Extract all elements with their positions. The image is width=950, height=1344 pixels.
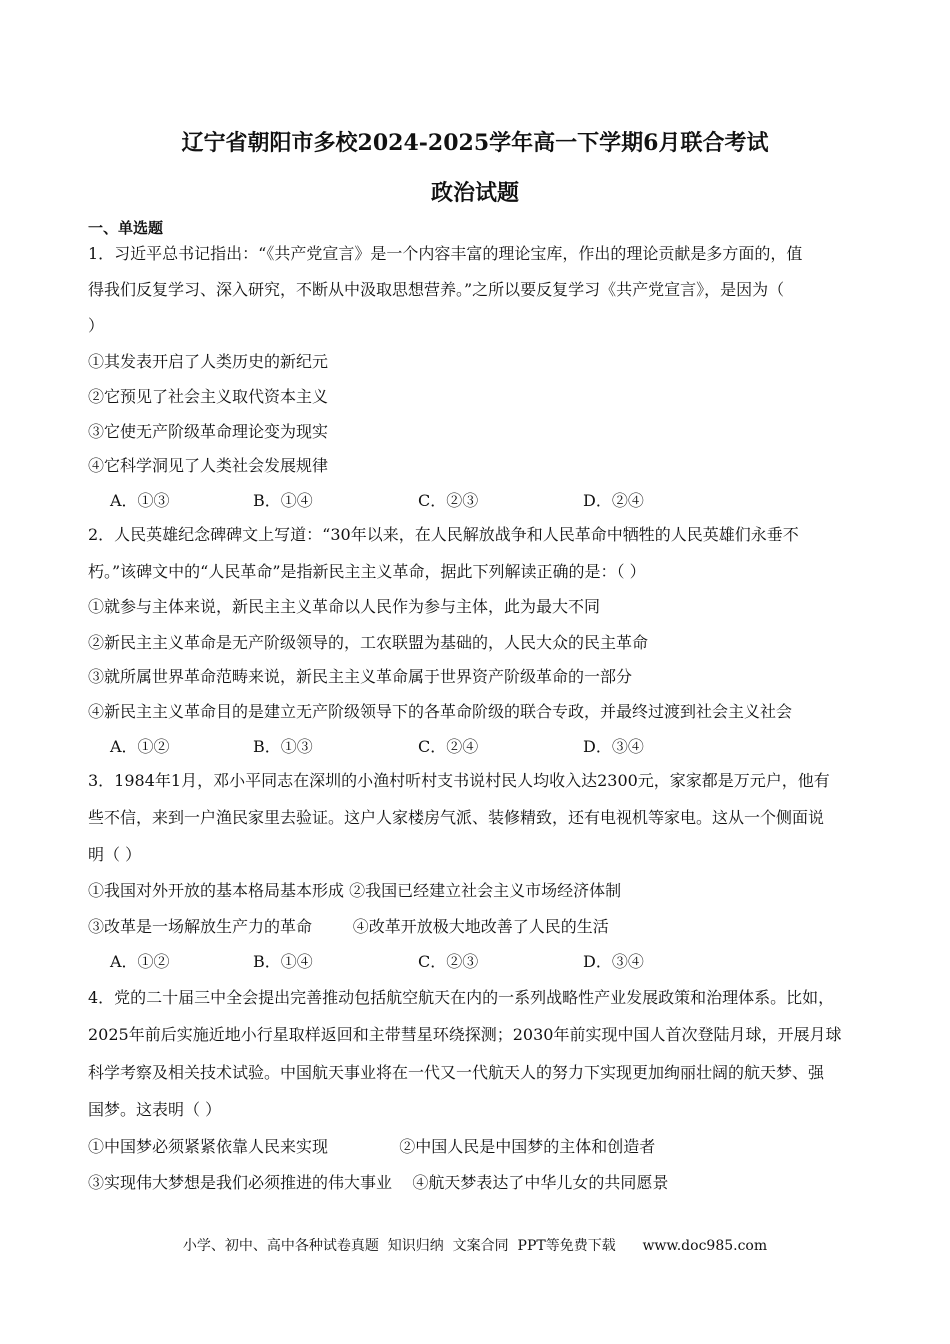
- question-2-option-c: C．②④: [418, 737, 479, 756]
- section-heading: 一、单选题: [88, 219, 164, 237]
- question-2-option-b: B．①③: [253, 737, 313, 756]
- exam-subtitle: 政治试题: [430, 180, 519, 206]
- question-4-statement: ①中国梦必须紧紧依靠人民来实现 ②中国人民是中国梦的主体和创造者: [88, 1137, 656, 1156]
- question-4-line: 科学考察及相关技术试验。中国航天事业将在一代又一代航天人的努力下实现更加绚丽壮阔的航天梦、强: [88, 1063, 825, 1082]
- question-3-line: 明（ ）: [88, 845, 142, 864]
- question-2-statement: ④新民主主义革命目的是建立无产阶级领导下的各革命阶级的联合专政，并最终过渡到社会主义社会: [88, 702, 793, 721]
- question-1-option-c: C．②③: [418, 491, 479, 510]
- question-1-option-a: A．①③: [110, 491, 170, 510]
- question-3-line: 3．1984年1月，邓小平同志在深圳的小渔村听村支书说村民人均收入达2300元，家家都是万元户，他有: [88, 771, 830, 790]
- question-1-statement: ③它使无产阶级革命理论变为现实: [88, 422, 329, 441]
- page-footer: 小学、初中、高中各种试卷真题 知识归纳 文案合同 PPT等免费下载 www.doc985.com: [182, 1238, 768, 1254]
- question-2-statement: ①就参与主体来说，新民主主义革命以人民作为参与主体，此为最大不同: [88, 597, 601, 616]
- question-1-statement: ④它科学洞见了人类社会发展规律: [88, 456, 329, 475]
- question-3-statement: ①我国对外开放的基本格局基本形成 ②我国已经建立社会主义市场经济体制: [88, 881, 622, 900]
- question-4-line: 2025年前后实施近地小行星取样返回和主带彗星环绕探测；2030年前实现中国人首次登陆月球，开展月球: [88, 1025, 842, 1044]
- question-3-option-d: D．③④: [583, 952, 644, 971]
- question-3-option-c: C．②③: [418, 952, 479, 971]
- question-2-option-d: D．③④: [583, 737, 644, 756]
- question-2-line: 朽。”该碑文中的“人民革命”是指新民主主义革命，据此下列解读正确的是：（ ）: [88, 562, 646, 581]
- question-1-option-b: B．①④: [253, 491, 313, 510]
- question-1-statement: ②它预见了社会主义取代资本主义: [88, 387, 329, 406]
- question-4-line: 4．党的二十届三中全会提出完善推动包括航空航天在内的一系列战略性产业发展政策和治理体系。比如，: [88, 988, 835, 1007]
- question-3-line: 些不信，来到一户渔民家里去验证。这户人家楼房气派、装修精致，还有电视机等家电。这从一个侧面说: [88, 808, 825, 827]
- question-2-option-a: A．①②: [110, 737, 170, 756]
- question-4-line: 国梦。这表明（ ）: [88, 1100, 222, 1119]
- question-4-statement: ③实现伟大梦想是我们必须推进的伟大事业 ④航天梦表达了中华儿女的共同愿景: [88, 1173, 669, 1192]
- question-3-statement: ③改革是一场解放生产力的革命 ④改革开放极大地改善了人民的生活: [88, 917, 609, 936]
- question-2-statement: ③就所属世界革命范畴来说，新民主主义革命属于世界资产阶级革命的一部分: [88, 667, 633, 686]
- question-2-line: 2．人民英雄纪念碑碑文上写道：“30年以来，在人民解放战争和人民革命中牺牲的人民英雄们永垂不: [88, 525, 799, 544]
- question-3-option-a: A．①②: [110, 952, 170, 971]
- exam-title: 辽宁省朝阳市多校2024-2025学年高一下学期6月联合考试: [181, 130, 769, 156]
- question-1-statement: ①其发表开启了人类历史的新纪元: [88, 352, 329, 371]
- question-1-line: ）: [88, 316, 105, 335]
- question-1-line: 得我们反复学习、深入研究，不断从中汲取思想营养。”之所以要反复学习《共产党宣言》，是因为（: [88, 280, 785, 299]
- question-2-statement: ②新民主主义革命是无产阶级领导的，工农联盟为基础的，人民大众的民主革命: [88, 633, 649, 652]
- question-1-option-d: D．②④: [583, 491, 644, 510]
- question-1-line: 1．习近平总书记指出：“《共产党宣言》是一个内容丰富的理论宝库，作出的理论贡献是多方面的，值: [88, 244, 803, 263]
- question-3-option-b: B．①④: [253, 952, 313, 971]
